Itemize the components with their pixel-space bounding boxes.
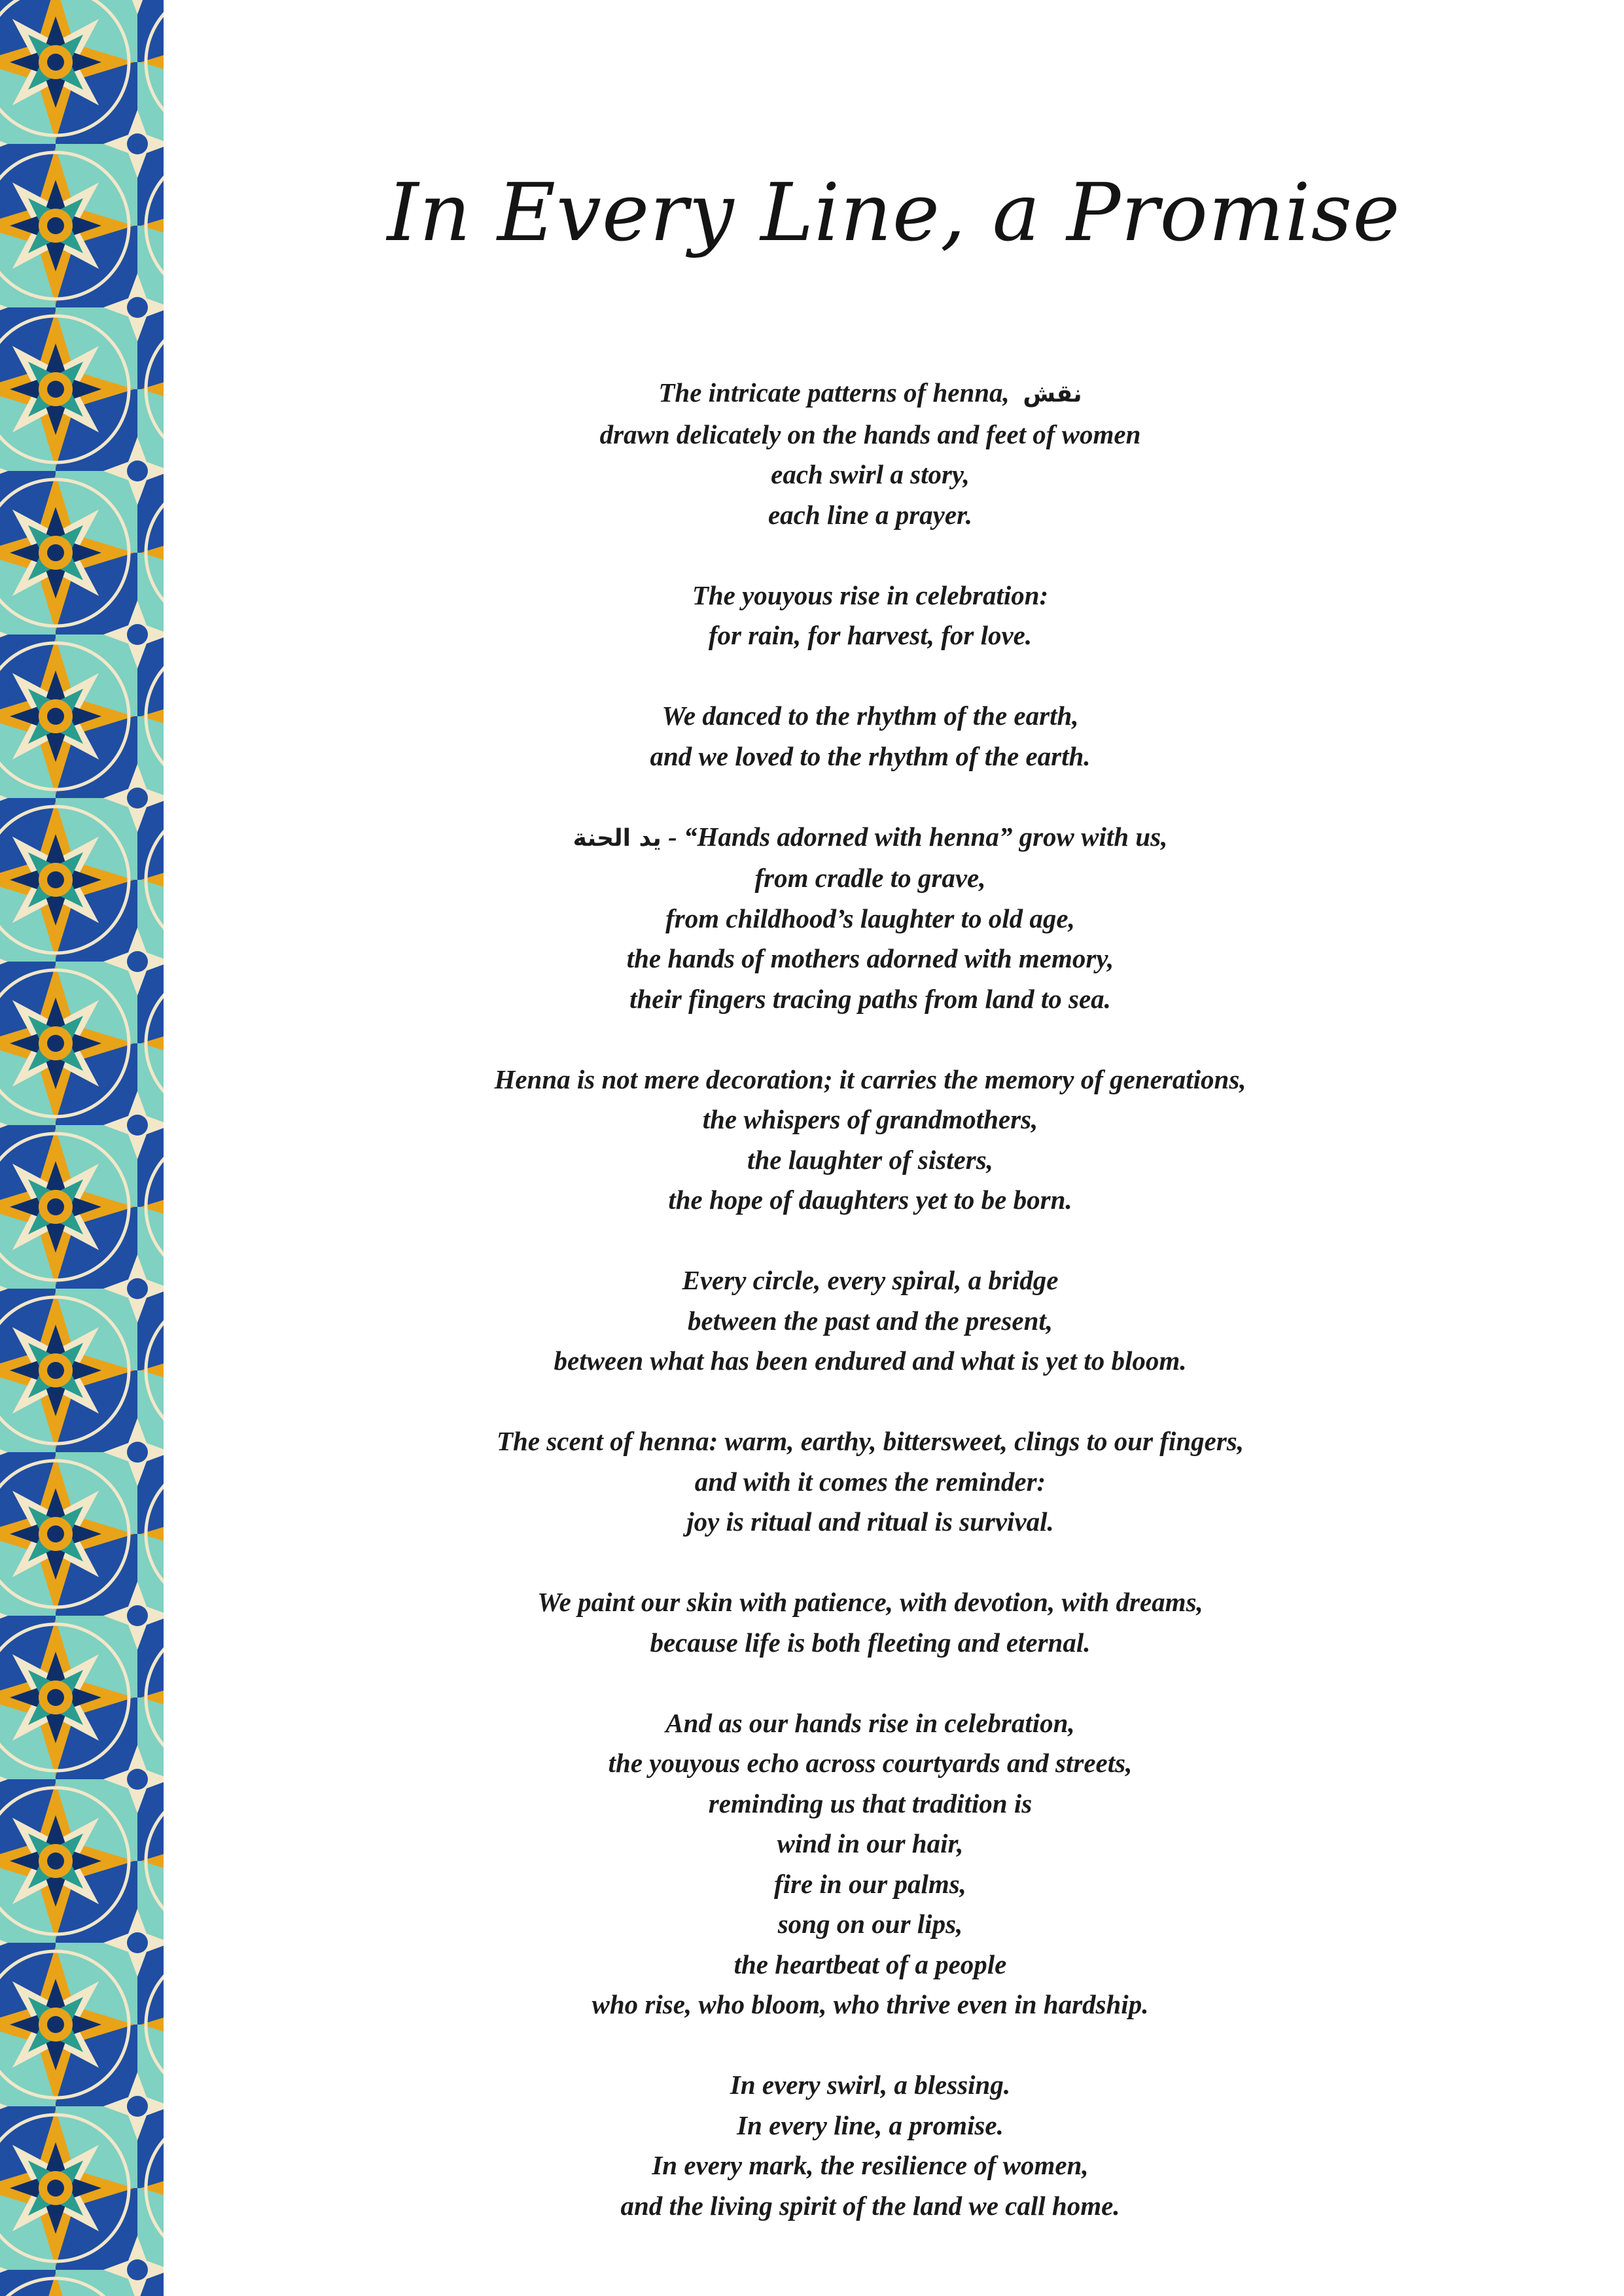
poem-line: the youyous echo across courtyards and streets, [608,1748,1133,1778]
poem-line: In every mark, the resilience of women, [652,2150,1089,2180]
stanza-9 [164,1703,1577,2025]
poem-line: between the past and the present, [687,1305,1053,1336]
poem-line: each line a prayer. [768,499,973,530]
mosaic-border-image [0,0,164,2296]
poem-line: between what has been endured and what is yet to bloom. [554,1346,1187,1376]
zellige-mosaic-icon [0,0,164,2296]
stanza-5 [164,1060,1577,1221]
poem-line: the heartbeat of a people [733,1949,1007,1979]
stanza-1 [164,373,1577,535]
poem-line: from cradle to grave, [754,863,986,893]
poem-line-text: - “Hands adorned with henna” grow with us, [668,821,1168,852]
poem-line: the whispers of grandmothers, [702,1104,1038,1134]
poem-line: drawn delicately on the hands and feet of women [599,419,1141,449]
poem-line: because life is both fleeting and eternal. [650,1627,1091,1658]
arabic-word: نقش [1023,381,1082,408]
poem-line: We paint our skin with patience, with devotion, with dreams, [537,1587,1203,1617]
poem-line: The scent of henna: warm, earthy, bittersweet, clings to our fingers, [497,1426,1244,1456]
poem-line: the laughter of sisters, [747,1144,993,1175]
stanza-6 [164,1261,1577,1382]
poem-line: Every circle, every spiral, a bridge [682,1265,1059,1295]
poem-line: from childhood’s laughter to old age, [665,903,1075,933]
poem-line: wind in our hair, [777,1828,964,1858]
stanza-3 [164,696,1577,776]
poem-line-text: The intricate patterns of henna, [658,377,1010,408]
poem-line: Henna is not mere decoration; it carries the memory of generations, [494,1064,1246,1094]
poem-line: In every line, a promise. [737,2110,1004,2140]
poem-line: The youyous rise in celebration: [692,580,1049,610]
stanza-8 [164,1582,1577,1663]
poem-line [164,817,1577,859]
poem-line: each swirl a story, [771,459,970,489]
stanza-7 [164,1421,1577,1542]
poem-line: the hope of daughters yet to be born. [668,1185,1072,1215]
poem-line [164,373,1577,415]
stanza-2 [164,576,1577,656]
poem-line: And as our hands rise in celebration, [665,1707,1075,1738]
poem-line: reminding us that tradition is [708,1788,1033,1818]
poem-line: joy is ritual and ritual is survival. [686,1506,1054,1537]
poem-line: their fingers tracing paths from land to sea. [629,983,1111,1014]
poem-line: the hands of mothers adorned with memory, [626,943,1114,973]
stanza-10 [164,2065,1577,2226]
stanza-4 [164,817,1577,1020]
poem-line: We danced to the rhythm of the earth, [662,701,1079,731]
poem-line: fire in our palms, [774,1868,966,1899]
poem-line: and with it comes the reminder: [694,1466,1046,1497]
poem-line: song on our lips, [777,1909,963,1939]
poem-line: who rise, who bloom, who thrive even in hardship. [591,1989,1149,2019]
arabic-phrase: يد الحنة [573,824,662,852]
poem-line: for rain, for harvest, for love. [708,620,1033,650]
poem-line: and the living spirit of the land we call home. [620,2190,1120,2221]
page-title: In Every Line, a Promise [387,166,1401,259]
poem-line: and we loved to the rhythm of the earth. [650,740,1091,771]
poem [164,373,1577,2267]
poem-line: In every swirl, a blessing. [730,2070,1011,2100]
